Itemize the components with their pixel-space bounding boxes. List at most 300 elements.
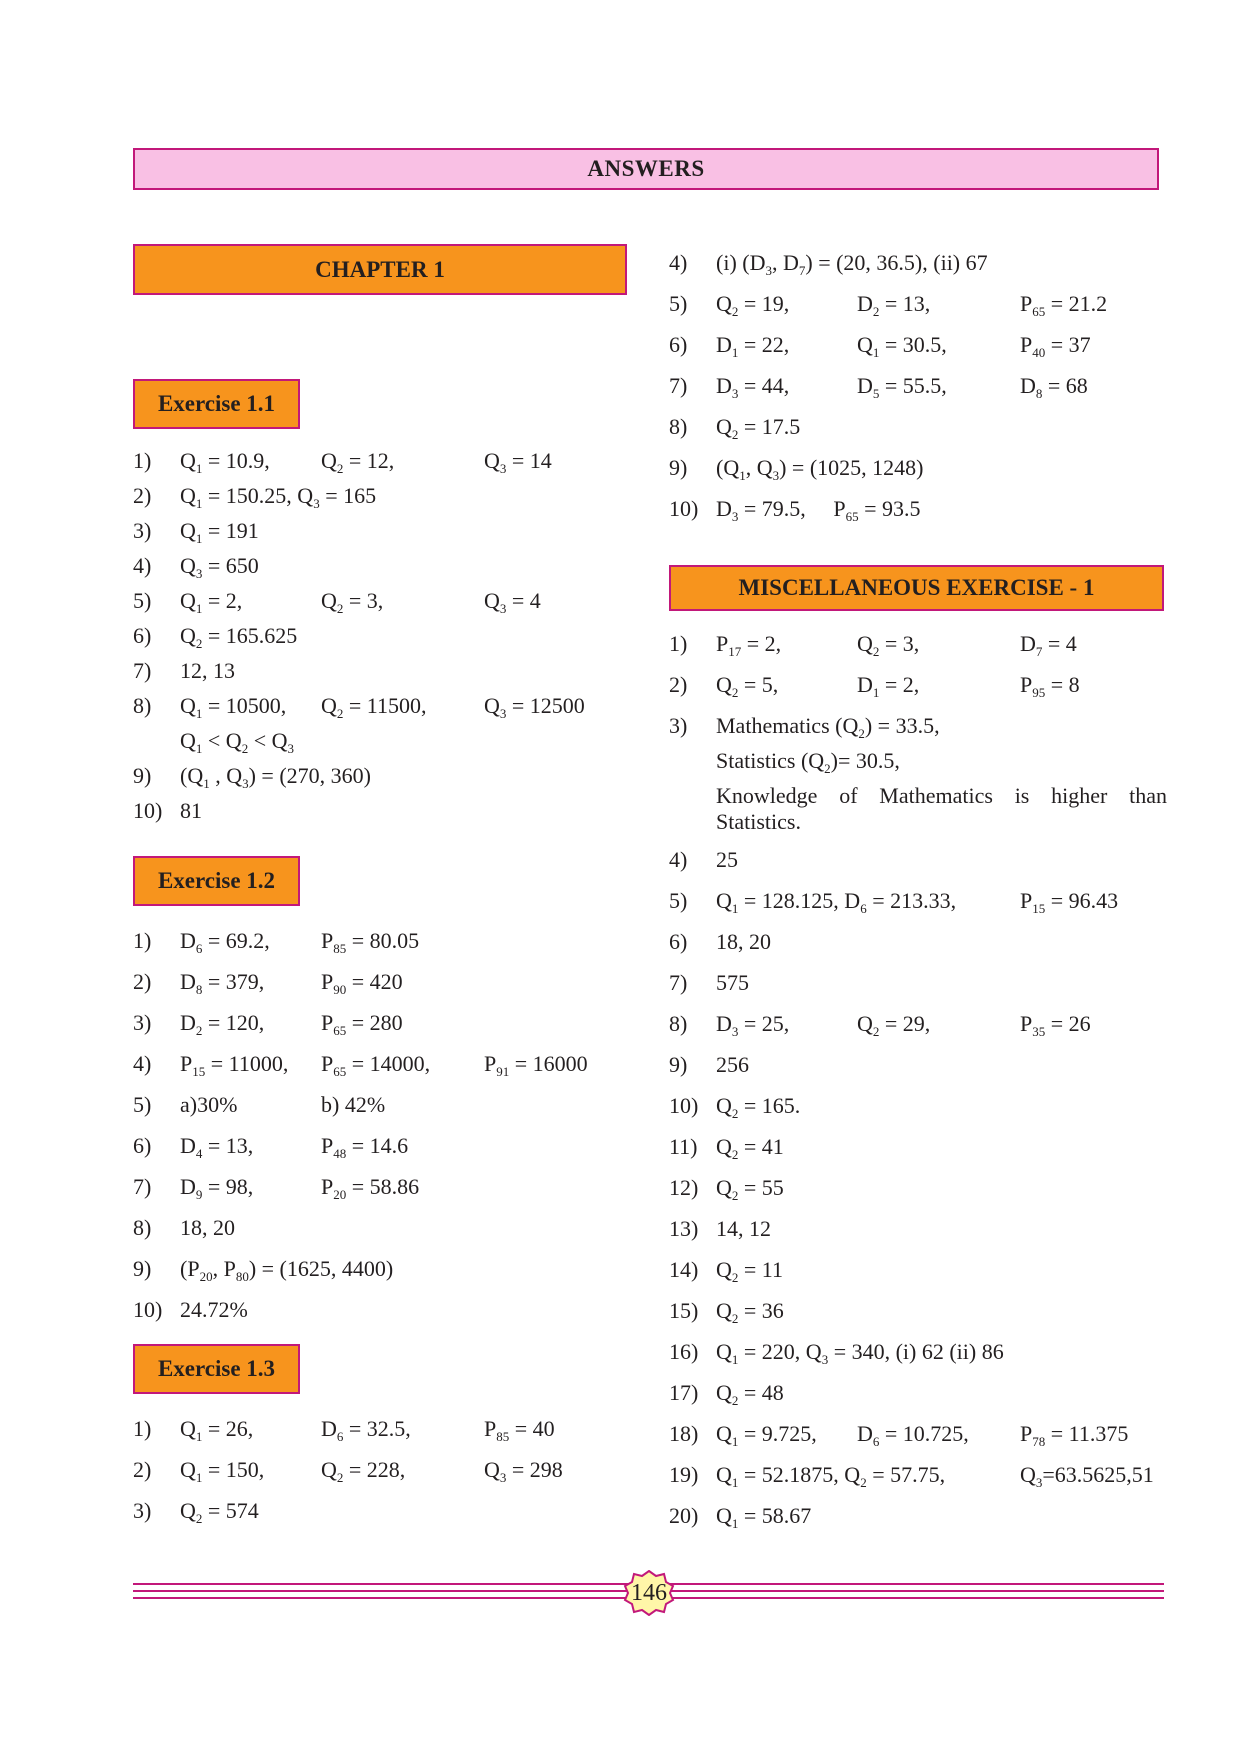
subscript: 40 bbox=[1032, 345, 1046, 360]
answer-col-1 bbox=[716, 631, 781, 657]
subscript: 1 bbox=[195, 461, 203, 476]
answer-text: = 10500, bbox=[202, 693, 287, 718]
answer-text: P bbox=[1020, 888, 1033, 913]
answer-text: = 120, bbox=[202, 1010, 265, 1035]
answer-col-2 bbox=[321, 1416, 411, 1442]
answer-text: P bbox=[1020, 672, 1033, 697]
answer-text: = 58.86 bbox=[346, 1174, 420, 1199]
subscript: 1 bbox=[195, 496, 203, 511]
answer-text: Q bbox=[321, 448, 337, 473]
answer-text: 14, 12 bbox=[716, 1216, 771, 1241]
answer-text: = 2, bbox=[202, 588, 243, 613]
subscript: 1 bbox=[731, 1434, 739, 1449]
answer-col-1 bbox=[180, 728, 294, 754]
answer-text: = 13, bbox=[202, 1133, 254, 1158]
subscript: 20 bbox=[333, 1187, 347, 1202]
answer-number: 9) bbox=[669, 455, 688, 480]
answer-text: 18, 20 bbox=[716, 929, 771, 954]
answer-text: Q bbox=[716, 1257, 732, 1282]
answer-col-3 bbox=[1020, 631, 1077, 657]
answer-col-2 bbox=[321, 588, 383, 614]
answer-text: Q bbox=[180, 518, 196, 543]
answer-col-3 bbox=[484, 1457, 563, 1483]
subscript: 2 bbox=[731, 1270, 739, 1285]
answer-col-1 bbox=[716, 748, 900, 774]
answer-number: 2) bbox=[133, 969, 152, 994]
answer-text: = 11.375 bbox=[1045, 1421, 1129, 1446]
answer-col-1 bbox=[716, 414, 800, 440]
answer-text: = 220, Q bbox=[738, 1339, 822, 1364]
answer-col-1 bbox=[180, 693, 286, 719]
answer-col-2 bbox=[857, 332, 947, 358]
answer-text: Q bbox=[716, 1093, 732, 1118]
answer-text: Q bbox=[716, 1503, 732, 1528]
subscript: 15 bbox=[1032, 901, 1046, 916]
answer-text: P bbox=[484, 1416, 497, 1441]
subscript: 3 bbox=[821, 1352, 829, 1367]
answer-number: 13) bbox=[669, 1216, 699, 1241]
answer-text: = 14.6 bbox=[346, 1133, 409, 1158]
answer-col-2 bbox=[321, 1174, 419, 1200]
answer-text: Q bbox=[716, 888, 732, 913]
answer-number: 17) bbox=[669, 1380, 699, 1405]
answer-text: = 420 bbox=[346, 969, 403, 994]
page-number-badge bbox=[623, 1570, 675, 1616]
answer-number: 3) bbox=[133, 1498, 152, 1523]
subscript: 2 bbox=[858, 726, 865, 741]
answer-number: 9) bbox=[133, 1256, 152, 1281]
answer-text: = 98, bbox=[202, 1174, 254, 1199]
answer-text: P bbox=[1020, 1011, 1033, 1036]
answer-text: = 3, bbox=[879, 631, 920, 656]
subscript: 3 bbox=[242, 776, 249, 791]
subscript: 6 bbox=[336, 1429, 344, 1444]
answer-col-1 bbox=[716, 1175, 784, 1201]
subscript: 1 bbox=[731, 901, 739, 916]
answer-col-1 bbox=[716, 332, 789, 358]
answer-text: = 22, bbox=[738, 332, 790, 357]
subscript: 5 bbox=[872, 386, 880, 401]
answer-text: P bbox=[180, 1051, 193, 1076]
answer-number: 12) bbox=[669, 1175, 699, 1200]
answer-text: = 4 bbox=[1042, 631, 1077, 656]
answers-banner: ANSWERS bbox=[133, 148, 1159, 190]
subscript: 85 bbox=[333, 941, 347, 956]
answer-col-2 bbox=[321, 1457, 405, 1483]
answer-col-1 bbox=[716, 713, 940, 739]
answer-text: < Q bbox=[202, 728, 242, 753]
answer-col-1 bbox=[180, 1051, 288, 1077]
subscript: 2 bbox=[336, 461, 344, 476]
answer-number: 6) bbox=[133, 1133, 152, 1158]
answer-text: = 80.05 bbox=[346, 928, 420, 953]
answer-col-1 bbox=[180, 1092, 237, 1118]
answer-text: = 280 bbox=[346, 1010, 403, 1035]
answer-text: = 79.5, bbox=[738, 496, 806, 521]
answer-col-1 bbox=[180, 623, 297, 649]
answer-col-1 bbox=[716, 1011, 789, 1037]
answer-text: Q bbox=[716, 1462, 732, 1487]
answer-col-3 bbox=[484, 693, 585, 719]
subscript: 3 bbox=[313, 496, 320, 511]
answer-text: P bbox=[833, 496, 846, 521]
answer-text: = 14000, bbox=[346, 1051, 431, 1076]
answer-text: ) = (20, 36.5), (ii) 67 bbox=[805, 250, 988, 275]
answer-text: Q bbox=[180, 1457, 196, 1482]
subscript: 2 bbox=[195, 1023, 203, 1038]
subscript: 4 bbox=[195, 1146, 203, 1161]
answer-text: Statistics (Q bbox=[716, 748, 825, 773]
answer-text: = 298 bbox=[506, 1457, 563, 1482]
answer-text: , D bbox=[771, 250, 799, 275]
answer-col-1 bbox=[180, 1297, 248, 1323]
answer-col-2 bbox=[321, 969, 403, 995]
answer-text: 12, 13 bbox=[180, 658, 235, 683]
answer-text: , Q bbox=[745, 455, 773, 480]
answer-text: Q bbox=[484, 1457, 500, 1482]
answer-text: = 165.625 bbox=[202, 623, 298, 648]
subscript: 6 bbox=[872, 1434, 880, 1449]
answer-text: D bbox=[1020, 631, 1036, 656]
answer-text: P bbox=[321, 1010, 334, 1035]
answer-number: 6) bbox=[669, 332, 688, 357]
subscript: 20 bbox=[199, 1269, 213, 1284]
answer-number: 19) bbox=[669, 1462, 699, 1487]
subscript: 1 bbox=[731, 1475, 739, 1490]
answer-text: Q bbox=[484, 588, 500, 613]
answer-text: D bbox=[716, 496, 732, 521]
answer-col-1 bbox=[180, 763, 371, 789]
subscript: 6 bbox=[860, 901, 867, 916]
subscript: 65 bbox=[845, 509, 859, 524]
answer-text: D bbox=[321, 1416, 337, 1441]
answer-text: Q bbox=[180, 553, 196, 578]
answer-text: = 11 bbox=[738, 1257, 783, 1282]
subscript: 65 bbox=[333, 1023, 347, 1038]
answer-col-1 bbox=[180, 1498, 259, 1524]
answer-text: = 16000 bbox=[509, 1051, 588, 1076]
subscript: 3 bbox=[731, 509, 739, 524]
answer-text: = 340, (i) 62 (ii) 86 bbox=[828, 1339, 1004, 1364]
answer-number: 9) bbox=[133, 763, 152, 788]
answer-text: = 17.5 bbox=[738, 414, 801, 439]
answer-text: (Q bbox=[716, 455, 740, 480]
answer-number: 11) bbox=[669, 1134, 698, 1159]
chapter-heading: CHAPTER 1 bbox=[133, 244, 627, 295]
answer-col-1 bbox=[716, 672, 778, 698]
subscript: 17 bbox=[728, 644, 742, 659]
subscript: 1 bbox=[203, 776, 210, 791]
answer-text: = 69.2, bbox=[202, 928, 270, 953]
answer-text: = 10.725, bbox=[879, 1421, 969, 1446]
answer-text: D bbox=[180, 1133, 196, 1158]
answer-text: (Q bbox=[180, 763, 204, 788]
answer-col-1 bbox=[716, 455, 924, 481]
subscript: 7 bbox=[798, 263, 806, 278]
answer-text: = 93.5 bbox=[858, 496, 921, 521]
subscript: 2 bbox=[872, 1024, 880, 1039]
subscript: 90 bbox=[333, 982, 347, 997]
subscript: 2 bbox=[336, 706, 344, 721]
answer-number: 1) bbox=[133, 1416, 152, 1441]
answer-number: 9) bbox=[669, 1052, 688, 1077]
subscript: 1 bbox=[731, 1516, 739, 1531]
answer-col-3 bbox=[484, 1416, 555, 1442]
subscript: 2 bbox=[241, 741, 249, 756]
answer-col-1 bbox=[716, 373, 789, 399]
answer-number: 8) bbox=[669, 414, 688, 439]
answer-text: D bbox=[857, 672, 873, 697]
answer-text: = 58.67 bbox=[738, 1503, 812, 1528]
answer-col-3 bbox=[1020, 1462, 1154, 1488]
answer-text: = 5, bbox=[738, 672, 779, 697]
subscript: 9 bbox=[195, 1187, 203, 1202]
answer-text: < Q bbox=[248, 728, 288, 753]
answer-col-2 bbox=[857, 631, 919, 657]
answer-text: P bbox=[321, 928, 334, 953]
subscript: 1 bbox=[731, 1352, 739, 1367]
subscript: 3 bbox=[499, 706, 507, 721]
answer-text: Q bbox=[180, 623, 196, 648]
subscript: 15 bbox=[192, 1064, 206, 1079]
answer-col-1 bbox=[180, 969, 264, 995]
answer-number: 6) bbox=[669, 929, 688, 954]
answer-text: = 48 bbox=[738, 1380, 784, 1405]
subscript: 1 bbox=[195, 1470, 203, 1485]
answer-text: P bbox=[716, 631, 729, 656]
answer-text: ) = (1625, 4400) bbox=[248, 1256, 394, 1281]
answer-text: = 11000, bbox=[205, 1051, 289, 1076]
answer-text: Q bbox=[321, 588, 337, 613]
answer-text: P bbox=[321, 1133, 334, 1158]
answer-text: D bbox=[180, 928, 196, 953]
answer-number: 7) bbox=[669, 373, 688, 398]
answer-text: Q bbox=[321, 693, 337, 718]
answer-text: = 128.125, D bbox=[738, 888, 861, 913]
answer-text: D bbox=[857, 373, 873, 398]
answer-col-1 bbox=[180, 1174, 253, 1200]
exercise-1-1-heading: Exercise 1.1 bbox=[133, 379, 300, 429]
answer-number: 3) bbox=[669, 713, 688, 738]
answer-text: Q bbox=[716, 414, 732, 439]
answer-text: b) 42% bbox=[321, 1092, 386, 1117]
answer-number: 16) bbox=[669, 1339, 699, 1364]
answer-col-2 bbox=[321, 1051, 430, 1077]
subscript: 3 bbox=[499, 461, 507, 476]
answer-text: = 165. bbox=[738, 1093, 801, 1118]
answer-col-3 bbox=[1020, 291, 1107, 317]
answer-text: P bbox=[484, 1051, 497, 1076]
subscript: 1 bbox=[195, 741, 203, 756]
answer-text: Q bbox=[857, 1011, 873, 1036]
answer-col-1 bbox=[180, 553, 259, 579]
answer-col-1 bbox=[180, 483, 376, 509]
answer-col-1 bbox=[716, 1093, 800, 1119]
answer-col-3 bbox=[1020, 888, 1118, 914]
answer-number: 10) bbox=[669, 1093, 699, 1118]
answer-col-1 bbox=[716, 1339, 1004, 1365]
answer-col-1 bbox=[716, 496, 920, 522]
miscellaneous-exercise-heading: MISCELLANEOUS EXERCISE - 1 bbox=[669, 565, 1164, 611]
answer-number: 5) bbox=[133, 1092, 152, 1117]
answer-col-2 bbox=[321, 693, 426, 719]
answer-text: Q bbox=[180, 1498, 196, 1523]
answer-text: = 2, bbox=[741, 631, 782, 656]
answer-col-3 bbox=[1020, 1421, 1128, 1447]
answer-text: = 19, bbox=[738, 291, 790, 316]
answer-text: = 3, bbox=[343, 588, 384, 613]
page-footer bbox=[133, 1575, 1164, 1615]
answer-text: (i) (D bbox=[716, 250, 766, 275]
answer-text: ) = 33.5, bbox=[864, 713, 940, 738]
answer-text: P bbox=[1020, 1421, 1033, 1446]
subscript: 3 bbox=[499, 1470, 507, 1485]
answer-text: D bbox=[180, 969, 196, 994]
answer-text: Q bbox=[180, 728, 196, 753]
answer-number: 5) bbox=[669, 291, 688, 316]
answer-text: , P bbox=[212, 1256, 236, 1281]
answer-text: = 11500, bbox=[343, 693, 427, 718]
answer-text: = 68 bbox=[1042, 373, 1088, 398]
subscript: 2 bbox=[860, 1475, 867, 1490]
answer-col-2 bbox=[321, 448, 394, 474]
answer-text: = 379, bbox=[202, 969, 265, 994]
answer-text: D bbox=[180, 1174, 196, 1199]
subscript: 1 bbox=[731, 345, 739, 360]
subscript: 2 bbox=[195, 1511, 203, 1526]
answer-col-2 bbox=[321, 1133, 408, 1159]
subscript: 3 bbox=[772, 468, 780, 483]
subscript: 2 bbox=[336, 601, 344, 616]
answer-text: 575 bbox=[716, 970, 749, 995]
answer-number: 14) bbox=[669, 1257, 699, 1282]
subscript: 35 bbox=[1032, 1024, 1046, 1039]
answer-text: = 30.5, bbox=[879, 332, 947, 357]
answer-text: = 12, bbox=[343, 448, 395, 473]
answer-number: 6) bbox=[133, 623, 152, 648]
subscript: 3 bbox=[1035, 1475, 1043, 1490]
answer-text: = 213.33, bbox=[866, 888, 957, 913]
answer-text: = 52.1875, Q bbox=[738, 1462, 861, 1487]
answer-col-3 bbox=[1020, 332, 1091, 358]
answer-text: )= 30.5, bbox=[830, 748, 900, 773]
answer-text: = 4 bbox=[506, 588, 541, 613]
answer-text: = 9.725, bbox=[738, 1421, 817, 1446]
answer-text: Q bbox=[180, 1416, 196, 1441]
answer-text: Q bbox=[716, 1298, 732, 1323]
answer-col-1 bbox=[180, 448, 270, 474]
subscript: 2 bbox=[731, 427, 739, 442]
answer-text: ) = (270, 360) bbox=[248, 763, 371, 788]
subscript: 2 bbox=[731, 1106, 739, 1121]
answer-col-1 bbox=[716, 1298, 784, 1324]
answer-number: 7) bbox=[133, 1174, 152, 1199]
answer-text: Q bbox=[484, 448, 500, 473]
answer-text: 24.72% bbox=[180, 1297, 248, 1322]
answer-text: = 25, bbox=[738, 1011, 790, 1036]
answer-text: = 12500 bbox=[506, 693, 585, 718]
answer-text: = 8 bbox=[1045, 672, 1080, 697]
answer-col-3 bbox=[484, 1051, 588, 1077]
subscript: 1 bbox=[739, 468, 746, 483]
subscript: 3 bbox=[499, 601, 507, 616]
subscript: 1 bbox=[872, 345, 880, 360]
answer-col-1 bbox=[716, 1380, 784, 1406]
answer-col-2 bbox=[857, 373, 947, 399]
subscript: 2 bbox=[731, 1311, 739, 1326]
answer-col-1 bbox=[716, 888, 956, 914]
answer-col-1 bbox=[180, 518, 259, 544]
answer-text: Q bbox=[716, 1421, 732, 1446]
answer-text: Q bbox=[716, 672, 732, 697]
answer-col-3 bbox=[1020, 672, 1080, 698]
answer-text: = 32.5, bbox=[343, 1416, 411, 1441]
answer-col-1 bbox=[180, 1215, 235, 1241]
subscript: 2 bbox=[872, 304, 880, 319]
answer-text: , Q bbox=[209, 763, 243, 788]
subscript: 1 bbox=[195, 601, 203, 616]
answer-text: = 29, bbox=[879, 1011, 931, 1036]
answer-number: 4) bbox=[133, 1051, 152, 1076]
answer-number: 2) bbox=[669, 672, 688, 697]
answer-text: Q bbox=[180, 483, 196, 508]
answer-text: (P bbox=[180, 1256, 200, 1281]
answer-text: D bbox=[1020, 373, 1036, 398]
answer-col-1 bbox=[716, 970, 749, 996]
answer-text: = 191 bbox=[202, 518, 259, 543]
answer-text: = 44, bbox=[738, 373, 790, 398]
answer-col-1 bbox=[180, 1133, 253, 1159]
answer-text: = 40 bbox=[509, 1416, 555, 1441]
subscript: 1 bbox=[195, 531, 203, 546]
answer-text: Q bbox=[716, 291, 732, 316]
answer-number: 15) bbox=[669, 1298, 699, 1323]
answer-number: 1) bbox=[133, 448, 152, 473]
answer-col-1 bbox=[716, 1503, 811, 1529]
answer-text: Q bbox=[180, 693, 196, 718]
answer-col-1 bbox=[180, 928, 270, 954]
answer-text: Q bbox=[857, 631, 873, 656]
answer-text: = 57.75, bbox=[866, 1462, 946, 1487]
answer-text: Q bbox=[321, 1457, 337, 1482]
answer-text: = 165 bbox=[319, 483, 377, 508]
answer-text: 18, 20 bbox=[180, 1215, 235, 1240]
answer-text: P bbox=[1020, 291, 1033, 316]
answer-col-1 bbox=[716, 1052, 749, 1078]
subscript: 3 bbox=[731, 1024, 739, 1039]
subscript: 7 bbox=[1035, 644, 1043, 659]
answer-text: = 2, bbox=[879, 672, 920, 697]
answer-text: 25 bbox=[716, 847, 738, 872]
answer-text: ) = (1025, 1248) bbox=[779, 455, 924, 480]
answer-col-1 bbox=[180, 658, 235, 684]
subscript: 78 bbox=[1032, 1434, 1046, 1449]
answer-text: = 650 bbox=[202, 553, 259, 578]
subscript: 65 bbox=[1032, 304, 1046, 319]
subscript: 2 bbox=[731, 1147, 739, 1162]
subscript: 8 bbox=[195, 982, 203, 997]
subscript: 65 bbox=[333, 1064, 347, 1079]
answer-text: D bbox=[857, 291, 873, 316]
exercise-1-2-heading: Exercise 1.2 bbox=[133, 856, 300, 906]
subscript: 48 bbox=[333, 1146, 347, 1161]
answer-text: = 574 bbox=[202, 1498, 259, 1523]
answer-col-2 bbox=[321, 1092, 385, 1118]
subscript: 2 bbox=[731, 1393, 739, 1408]
answer-number: 3) bbox=[133, 1010, 152, 1035]
answer-number: 5) bbox=[133, 588, 152, 613]
answer-text: = 36 bbox=[738, 1298, 784, 1323]
